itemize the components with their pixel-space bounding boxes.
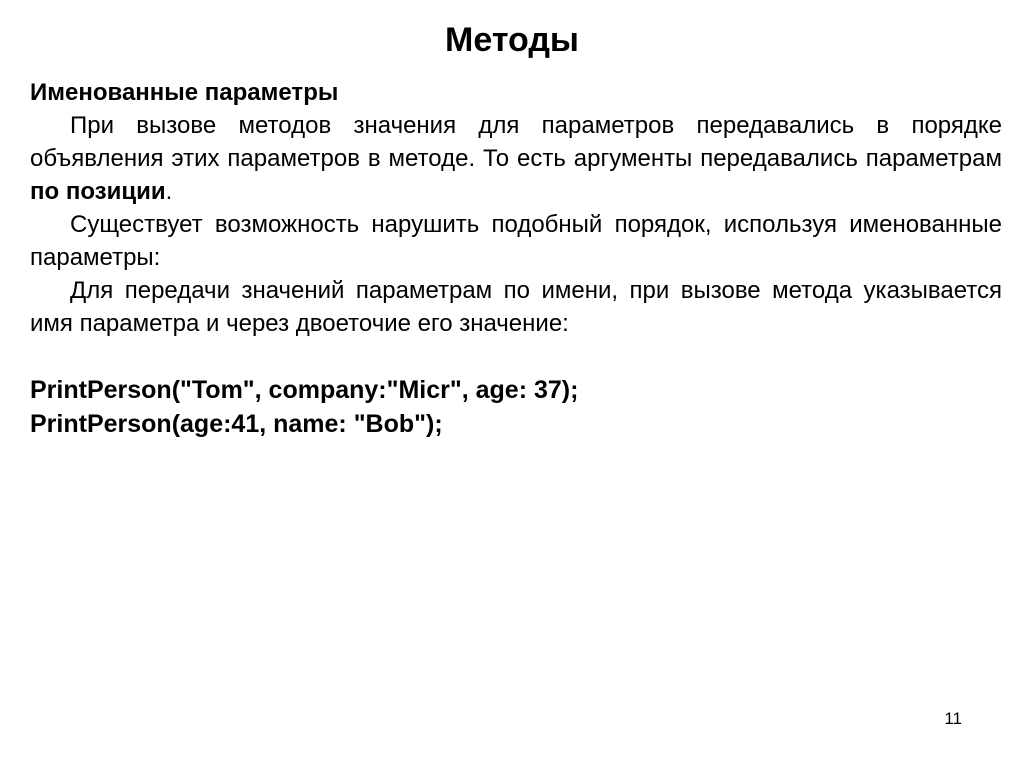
slide-title: Методы: [445, 21, 579, 59]
code-line-1: PrintPerson("Tom", company:"Micr", age: 37);: [30, 376, 579, 404]
spacer: [30, 340, 1002, 373]
code-line-2: PrintPerson(age:41, name: "Bob");: [30, 410, 443, 438]
paragraph-named-intro: Существует возможность нарушить подобный порядок, используя именованные параметры:: [30, 211, 1002, 271]
paragraph-named-syntax: Для передачи значений параметрам по имени, при вызове метода указывается имя параметра и через двоеточие его значение:: [30, 277, 1002, 337]
paragraph-positional-text: При вызове методов значения для параметров передавались в порядке объявления этих параметров в методе. То есть аргументы передавались параметрам: [30, 112, 1002, 172]
paragraph-positional-end: .: [165, 178, 173, 205]
emphasis-by-position: по позиции: [30, 178, 166, 205]
subheading: Именованные параметры: [30, 79, 339, 106]
paragraph-positional: [30, 109, 1002, 208]
page-number: 11: [944, 709, 962, 728]
slide-content: [30, 76, 1002, 441]
